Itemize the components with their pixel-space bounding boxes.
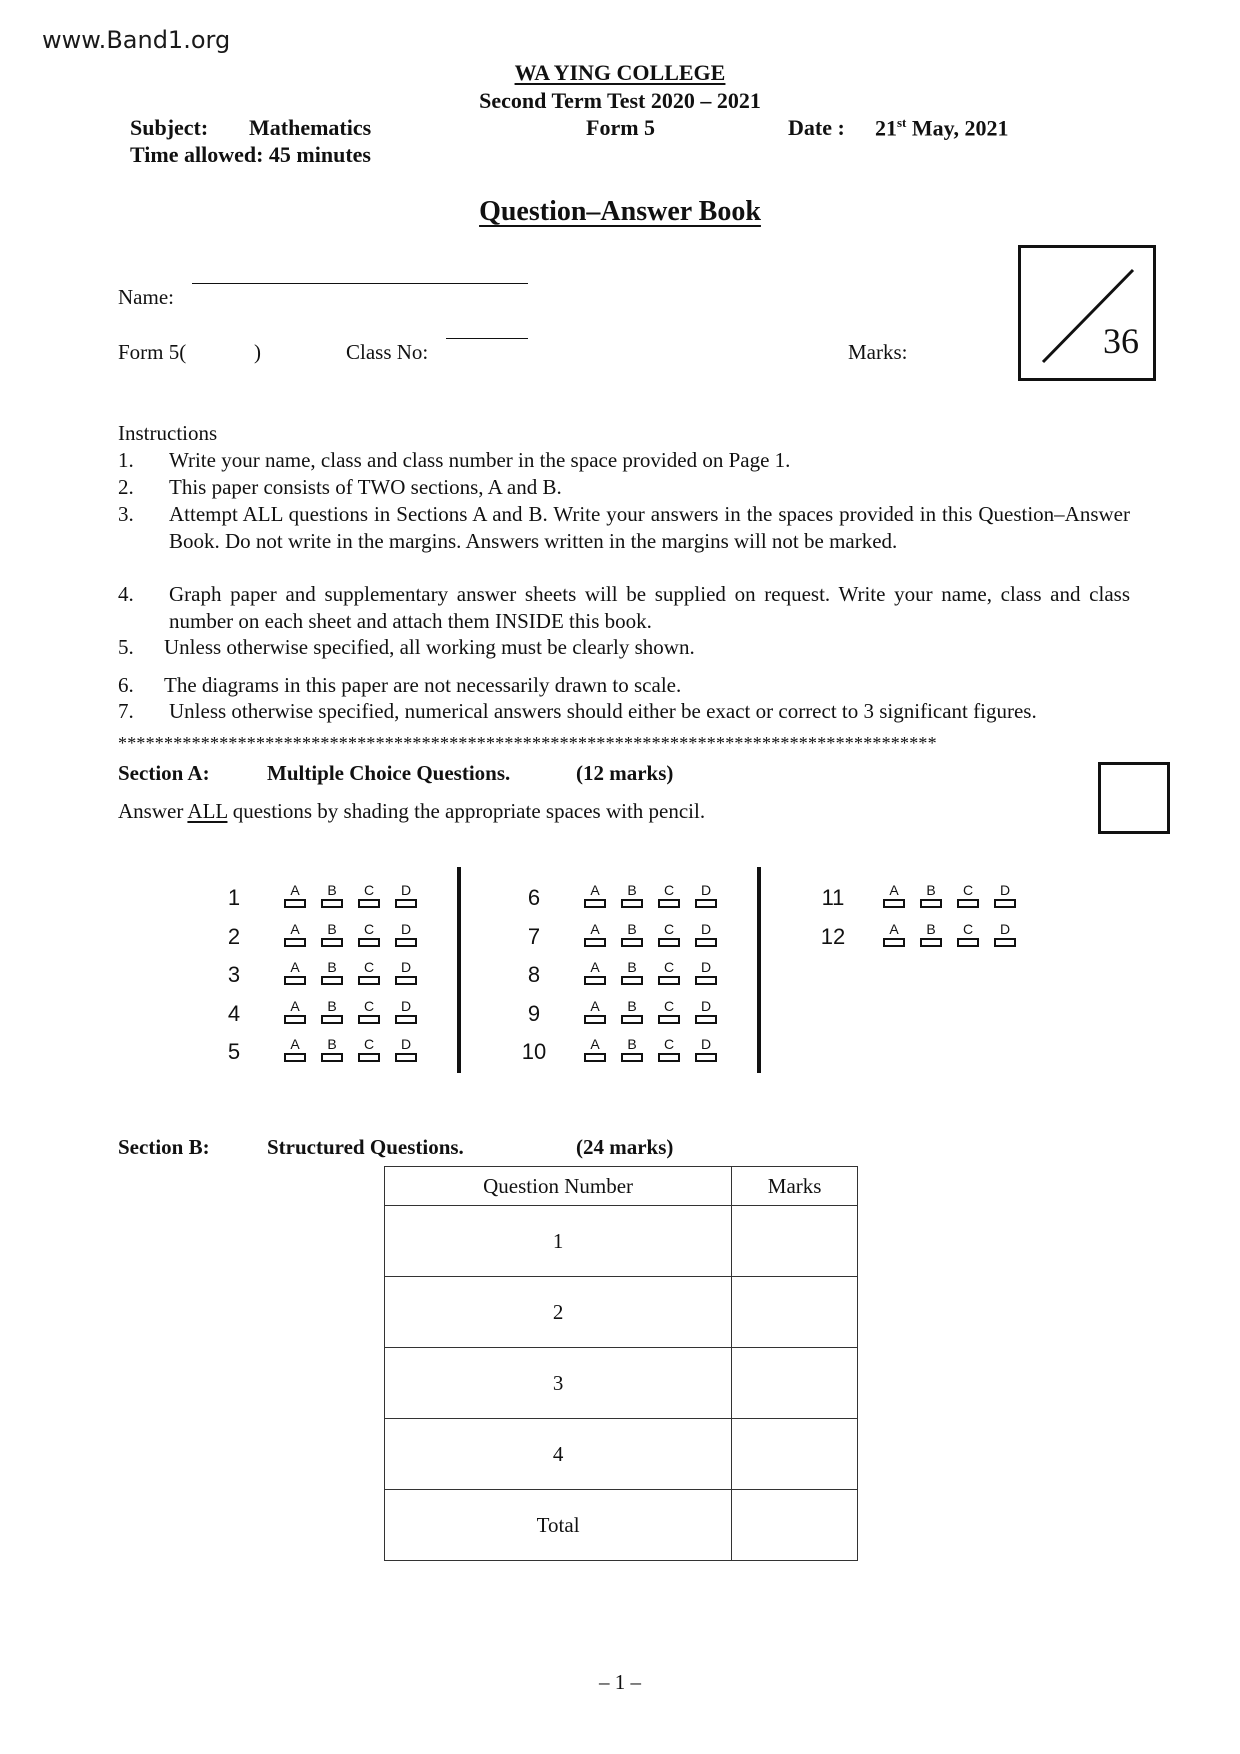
option-letter: B [327, 920, 337, 937]
column-header-question: Question Number [385, 1167, 732, 1206]
answer-bubble[interactable] [321, 976, 343, 985]
mc-option-b[interactable] [321, 999, 343, 1025]
option-letter: C [363, 959, 375, 975]
mc-question-number: 7 [527, 923, 541, 949]
answer-bubble[interactable] [621, 1053, 643, 1062]
instruction-item: 1. Write your name, class and class number in the space provided on Page 1. [118, 448, 791, 472]
form-class-field[interactable] [196, 338, 250, 364]
column-divider [757, 867, 761, 1073]
answer-bubble[interactable] [321, 1053, 343, 1062]
option-letter: A [590, 959, 600, 975]
option-letter: B [327, 882, 337, 898]
date-value: 21st May, 2021 [875, 115, 1009, 141]
option-letter: D [700, 997, 712, 1014]
mc-option-d[interactable] [994, 883, 1016, 909]
section-a-title: Multiple Choice Questions. [267, 761, 511, 785]
class-no-label: Class No: [346, 340, 429, 364]
mc-question-number: 2 [227, 923, 241, 949]
option-letter: D [999, 882, 1011, 898]
mc-option-d[interactable] [395, 883, 417, 909]
table-header-row [385, 1167, 858, 1206]
instruction-item: 2. This paper consists of TWO sections, A and B. [118, 475, 562, 499]
table-row-total [385, 1490, 858, 1561]
mc-option-d[interactable] [395, 960, 417, 986]
mc-question-number: 12 [820, 923, 846, 949]
subject-label: Subject: [130, 115, 209, 140]
section-b-marks: (24 marks) [576, 1135, 674, 1159]
mc-option-c[interactable] [658, 960, 680, 986]
mc-option-d[interactable] [695, 1037, 717, 1063]
section-a-instruction: Answer ALL questions by shading the appropriate spaces with pencil. [118, 799, 706, 823]
option-letter: C [962, 920, 974, 937]
mc-option-a[interactable] [284, 1037, 306, 1063]
page-number: – 1 – [599, 1670, 641, 1694]
mc-option-a[interactable] [883, 883, 905, 909]
marks-cell[interactable] [732, 1348, 858, 1419]
mc-option-b[interactable] [621, 999, 643, 1025]
answer-bubble[interactable] [358, 899, 380, 908]
table-row [385, 1419, 858, 1490]
mc-question-number: 6 [527, 885, 541, 910]
option-letter: B [327, 1036, 337, 1052]
answer-bubble[interactable] [695, 899, 717, 908]
answer-bubble[interactable] [584, 899, 606, 908]
option-letter: B [627, 1036, 637, 1052]
question-cell: 4 [385, 1419, 732, 1490]
option-letter: D [400, 959, 412, 975]
answer-bubble[interactable] [695, 1015, 717, 1024]
marks-total: 36 [1103, 321, 1139, 361]
answer-bubble[interactable] [584, 976, 606, 985]
section-b-label: Section B: [118, 1135, 210, 1159]
column-header-marks: Marks [732, 1167, 858, 1206]
mc-option-c[interactable] [658, 883, 680, 909]
mc-question-number: 4 [227, 1000, 241, 1026]
separator: ***************************************************************************************** [118, 733, 937, 753]
answer-bubble[interactable] [395, 1053, 417, 1062]
option-letter: A [889, 882, 899, 898]
mc-option-a[interactable] [883, 922, 905, 948]
answer-bubble[interactable] [621, 1015, 643, 1024]
mc-question-number: 8 [527, 962, 541, 987]
option-letter: C [363, 882, 375, 898]
option-letter: D [700, 882, 712, 898]
mc-option-b[interactable] [321, 1037, 343, 1063]
form-value: Form 5 [586, 115, 656, 140]
answer-bubble[interactable] [358, 938, 380, 947]
answer-bubble[interactable] [658, 938, 680, 947]
answer-bubble[interactable] [358, 1015, 380, 1024]
answer-bubble[interactable] [621, 899, 643, 908]
marks-box[interactable] [1018, 245, 1156, 381]
option-letter: B [627, 920, 637, 937]
page-title: Question–Answer Book [479, 196, 761, 227]
mc-option-d[interactable] [395, 999, 417, 1025]
answer-bubble[interactable] [284, 938, 306, 947]
mc-option-b[interactable] [621, 922, 643, 948]
time-allowed: Time allowed: 45 minutes [130, 142, 371, 167]
answer-bubble[interactable] [957, 938, 979, 947]
option-letter: D [999, 920, 1011, 937]
mc-option-d[interactable] [695, 999, 717, 1025]
mc-option-c[interactable] [957, 883, 979, 909]
answer-bubble[interactable] [321, 899, 343, 908]
option-letter: B [926, 882, 936, 898]
mc-option-a[interactable] [284, 922, 306, 948]
option-letter: D [400, 882, 412, 898]
answer-bubble[interactable] [284, 976, 306, 985]
school-name: WA YING COLLEGE [514, 60, 726, 85]
option-letter: C [663, 920, 675, 937]
answer-bubble[interactable] [658, 899, 680, 908]
answer-bubble[interactable] [658, 976, 680, 985]
option-letter: C [363, 1036, 375, 1052]
instructions-heading: Instructions [118, 421, 218, 445]
mc-option-d[interactable] [695, 960, 717, 986]
marks-cell[interactable] [732, 1419, 858, 1490]
answer-bubble[interactable] [994, 899, 1016, 908]
option-letter: C [663, 1036, 675, 1052]
answer-bubble[interactable] [695, 938, 717, 947]
answer-bubble[interactable] [883, 938, 905, 947]
option-letter: B [627, 997, 637, 1014]
marks-table [384, 1166, 858, 1561]
option-letter: A [889, 920, 899, 937]
option-letter: D [400, 1036, 412, 1052]
answer-bubble[interactable] [621, 976, 643, 985]
option-letter: C [663, 959, 675, 975]
answer-bubble[interactable] [358, 1053, 380, 1062]
total-marks-cell[interactable] [732, 1490, 858, 1561]
mc-question-number: 5 [227, 1039, 241, 1064]
answer-bubble[interactable] [883, 899, 905, 908]
question-cell: 3 [385, 1348, 732, 1419]
mc-option-c[interactable] [358, 1037, 380, 1063]
answer-bubble[interactable] [957, 899, 979, 908]
mc-option-d[interactable] [994, 922, 1016, 948]
option-letter: A [590, 882, 600, 898]
option-letter: A [290, 959, 300, 975]
option-letter: B [627, 959, 637, 975]
answer-bubble[interactable] [395, 976, 417, 985]
option-letter: D [400, 920, 412, 937]
instruction-item: 5. Unless otherwise specified, all working must be clearly shown. [118, 635, 695, 659]
section-a-score-box[interactable] [1098, 762, 1170, 834]
mc-option-c[interactable] [358, 922, 380, 948]
option-letter: D [400, 997, 412, 1014]
mc-option-b[interactable] [621, 1037, 643, 1063]
name-field[interactable] [192, 283, 528, 284]
option-letter: A [590, 1036, 600, 1052]
answer-bubble[interactable] [695, 1053, 717, 1062]
option-letter: A [290, 1036, 300, 1052]
mc-question-number: 3 [227, 962, 241, 987]
answer-bubble[interactable] [321, 1015, 343, 1024]
mc-question-number: 9 [527, 1000, 541, 1026]
instruction-item: 7. Unless otherwise specified, numerical answers should either be exact or correct to 3 significant figures. [118, 699, 1037, 723]
section-a-marks: (12 marks) [576, 761, 674, 785]
mc-option-b[interactable] [621, 960, 643, 986]
option-letter: A [290, 997, 300, 1014]
instruction-item: 3. Attempt ALL questions in Sections A and B. Write your answers in the spaces provided in this Question–Answer Book. Do not write in the margins. Answers written in the margins will not be marked. [118, 502, 1130, 553]
option-letter: B [327, 997, 337, 1014]
answer-bubble[interactable] [695, 976, 717, 985]
option-letter: D [700, 1036, 712, 1052]
marks-cell[interactable] [732, 1206, 858, 1277]
option-letter: C [663, 882, 675, 898]
mc-option-a[interactable] [584, 960, 606, 986]
exam-title: Second Term Test 2020 – 2021 [479, 88, 761, 113]
answer-bubble[interactable] [920, 938, 942, 947]
class-no-field[interactable] [446, 338, 528, 339]
option-letter: A [290, 882, 300, 898]
watermark-link[interactable]: www.Band1.org [42, 26, 231, 54]
mc-option-a[interactable] [284, 883, 306, 909]
answer-bubble[interactable] [584, 1053, 606, 1062]
mc-option-c[interactable] [658, 1037, 680, 1063]
mc-option-c[interactable] [658, 999, 680, 1025]
option-letter: A [290, 920, 300, 937]
option-letter: C [363, 920, 375, 937]
option-letter: B [627, 882, 637, 898]
answer-bubble[interactable] [584, 938, 606, 947]
answer-bubble[interactable] [395, 1015, 417, 1024]
question-cell: 1 [385, 1206, 732, 1277]
answer-bubble[interactable] [284, 1015, 306, 1024]
table-row [385, 1277, 858, 1348]
option-letter: C [663, 997, 675, 1014]
instruction-item: 4. Graph paper and supplementary answer sheets will be supplied on request. Write your name, class and class number on each sheet and attach them INSIDE this book. [118, 582, 1130, 633]
option-letter: D [700, 959, 712, 975]
mc-option-a[interactable] [584, 1037, 606, 1063]
answer-bubble[interactable] [658, 1015, 680, 1024]
mc-option-d[interactable] [695, 922, 717, 948]
mc-option-a[interactable] [284, 960, 306, 986]
mc-option-b[interactable] [920, 883, 942, 909]
answer-bubble[interactable] [284, 1053, 306, 1062]
mc-option-a[interactable] [584, 999, 606, 1025]
mc-option-c[interactable] [358, 883, 380, 909]
marks-cell[interactable] [732, 1277, 858, 1348]
answer-bubble[interactable] [284, 899, 306, 908]
section-b-title: Structured Questions. [267, 1135, 464, 1159]
option-letter: D [700, 920, 712, 937]
mc-question-number: 11 [821, 885, 845, 910]
mc-option-d[interactable] [395, 1037, 417, 1063]
total-label-cell: Total [385, 1490, 732, 1561]
answer-bubble[interactable] [994, 938, 1016, 947]
answer-bubble[interactable] [658, 1053, 680, 1062]
marks-label: Marks: [848, 340, 908, 364]
answer-bubble[interactable] [395, 938, 417, 947]
mc-question-number: 1 [227, 885, 241, 910]
section-a-label: Section A: [118, 761, 210, 785]
table-row [385, 1348, 858, 1419]
mc-option-c[interactable] [358, 960, 380, 986]
mc-option-a[interactable] [284, 999, 306, 1025]
mc-option-b[interactable] [321, 883, 343, 909]
mc-option-c[interactable] [658, 922, 680, 948]
question-cell: 2 [385, 1277, 732, 1348]
form-class-label: Form 5( [118, 340, 187, 364]
answer-bubble[interactable] [621, 938, 643, 947]
mc-option-d[interactable] [395, 922, 417, 948]
answer-bubble[interactable] [920, 899, 942, 908]
name-label: Name: [118, 285, 174, 309]
answer-bubble[interactable] [321, 938, 343, 947]
option-letter: B [926, 920, 936, 937]
mc-option-c[interactable] [358, 999, 380, 1025]
mc-option-b[interactable] [920, 922, 942, 948]
mc-option-a[interactable] [584, 922, 606, 948]
subject-value: Mathematics [249, 115, 372, 140]
slash-icon [1021, 248, 1159, 384]
mc-option-d[interactable] [695, 883, 717, 909]
form-class-close: ) [254, 340, 261, 364]
mc-option-a[interactable] [584, 883, 606, 909]
date-label: Date : [788, 115, 845, 140]
option-letter: A [590, 997, 600, 1014]
option-letter: C [363, 997, 375, 1014]
option-letter: C [962, 882, 974, 898]
table-row [385, 1206, 858, 1277]
answer-bubble[interactable] [358, 976, 380, 985]
column-divider [457, 867, 461, 1073]
mc-question-number: 10 [521, 1039, 547, 1064]
mc-option-c[interactable] [957, 922, 979, 948]
mc-option-b[interactable] [321, 960, 343, 986]
answer-bubble[interactable] [395, 899, 417, 908]
mc-option-b[interactable] [321, 922, 343, 948]
option-letter: B [327, 959, 337, 975]
instruction-item: 6. The diagrams in this paper are not necessarily drawn to scale. [118, 673, 682, 697]
option-letter: A [590, 920, 600, 937]
mc-option-b[interactable] [621, 883, 643, 909]
answer-bubble[interactable] [584, 1015, 606, 1024]
